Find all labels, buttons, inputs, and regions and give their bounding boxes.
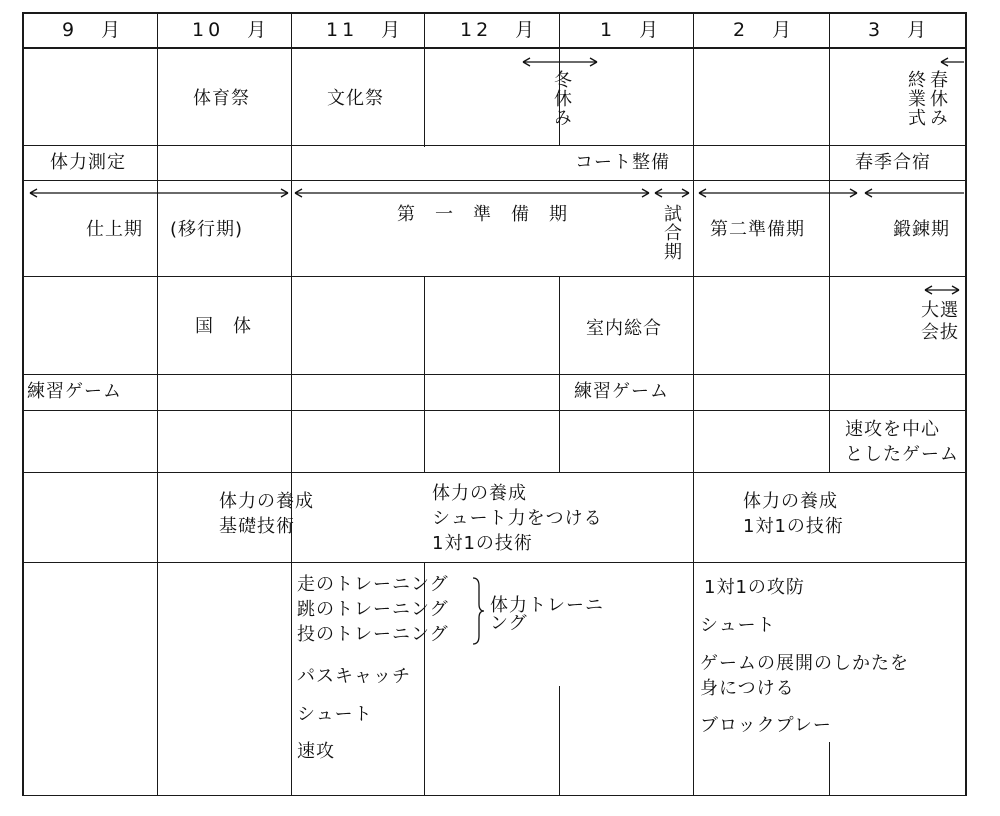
second-prep-period-label: 第二準備期 bbox=[710, 219, 805, 240]
goal-line: 体力の養成 bbox=[743, 491, 838, 512]
curly-brace-icon bbox=[470, 576, 486, 646]
spring-camp-label: 春季合宿 bbox=[855, 152, 931, 173]
first-prep-period-label: 第 一 準 備 期 bbox=[397, 204, 568, 225]
drill-item: 身につける bbox=[700, 678, 795, 699]
drill-item: ブロックプレー bbox=[700, 715, 832, 736]
month-header: 9 月 bbox=[62, 19, 125, 41]
closing-ceremony-label: 終業式 bbox=[905, 70, 926, 127]
goal-line: シュート力をつける bbox=[432, 508, 603, 529]
selection-tournament-label: 大選会抜 bbox=[921, 300, 959, 343]
selection-tournament-arrow bbox=[922, 284, 962, 296]
goal-line: 体力の養成 bbox=[219, 491, 314, 512]
court-maintenance-label: コート整備 bbox=[575, 152, 670, 173]
row-divider bbox=[22, 472, 967, 473]
match-period-arrow bbox=[652, 187, 692, 199]
row-divider bbox=[22, 374, 967, 375]
training-period-label: 鍛錬期 bbox=[893, 219, 950, 240]
training-period-arrow bbox=[862, 187, 964, 199]
winter-break-arrow bbox=[519, 56, 601, 68]
column-divider bbox=[559, 276, 560, 472]
national-athletic-meet-label: 国 体 bbox=[195, 316, 252, 337]
drill-item: 投のトレーニング bbox=[297, 624, 449, 645]
row-divider bbox=[22, 562, 967, 563]
table-bottom-border bbox=[22, 795, 967, 796]
column-divider bbox=[157, 12, 158, 796]
column-divider bbox=[693, 12, 694, 796]
second-prep-period-arrow bbox=[696, 187, 860, 199]
drill-item: 跳のトレーニング bbox=[297, 599, 449, 620]
practice-game-label: 練習ゲーム bbox=[27, 381, 122, 402]
month-header: 3 月 bbox=[868, 19, 931, 41]
column-divider bbox=[291, 12, 292, 796]
column-divider bbox=[559, 686, 560, 796]
header-divider bbox=[22, 47, 967, 49]
month-header: 10 月 bbox=[192, 19, 271, 41]
drill-item: 1対1の攻防 bbox=[704, 577, 805, 598]
first-prep-period-arrow bbox=[292, 187, 652, 199]
fastbreak-game-line: としたゲーム bbox=[845, 444, 959, 465]
row-divider bbox=[22, 276, 967, 277]
goal-line: 基礎技術 bbox=[219, 516, 295, 537]
table-left-border bbox=[22, 12, 24, 796]
column-divider bbox=[424, 276, 425, 472]
finishing-period-arrow bbox=[27, 187, 291, 199]
drill-item: ング bbox=[490, 613, 528, 634]
goal-line: 1対1の技術 bbox=[743, 516, 844, 537]
month-header: 1 月 bbox=[600, 19, 663, 41]
drill-item: パスキャッチ bbox=[297, 666, 411, 687]
culture-festival-label: 文化祭 bbox=[327, 88, 384, 109]
drill-item: シュート bbox=[297, 704, 373, 725]
month-header: 2 月 bbox=[733, 19, 796, 41]
sports-festival-label: 体育祭 bbox=[193, 88, 250, 109]
fastbreak-game-line: 速攻を中心 bbox=[845, 419, 940, 440]
row-divider bbox=[22, 410, 967, 411]
winter-break-label: 冬休み bbox=[551, 70, 572, 127]
finishing-period-label: 仕上期 bbox=[86, 219, 143, 240]
row-divider bbox=[22, 180, 967, 181]
match-period-label: 試合期 bbox=[661, 204, 682, 261]
practice-game-label: 練習ゲーム bbox=[574, 381, 669, 402]
month-header: 12 月 bbox=[460, 19, 539, 41]
drill-item: ゲームの展開のしかたを bbox=[700, 653, 909, 674]
drill-item: 体力トレーニ bbox=[490, 595, 604, 616]
spring-break-label: 春休み bbox=[927, 70, 948, 127]
column-divider bbox=[829, 742, 830, 796]
transition-period-label: (移行期) bbox=[170, 219, 244, 240]
month-header: 11 月 bbox=[326, 19, 405, 41]
indoor-championship-label: 室内総合 bbox=[586, 318, 662, 339]
fitness-test-label: 体力測定 bbox=[50, 152, 126, 173]
table-top-border bbox=[22, 12, 967, 14]
drill-item: 走のトレーニング bbox=[297, 574, 449, 595]
drill-item: シュート bbox=[700, 615, 776, 636]
column-divider bbox=[829, 12, 830, 472]
drill-item: 速攻 bbox=[297, 741, 335, 762]
goal-line: 体力の養成 bbox=[432, 483, 527, 504]
goal-line: 1対1の技術 bbox=[432, 533, 533, 554]
column-divider bbox=[424, 12, 425, 147]
row-divider bbox=[22, 145, 967, 146]
table-right-border bbox=[965, 12, 967, 796]
spring-break-arrow bbox=[938, 56, 964, 68]
